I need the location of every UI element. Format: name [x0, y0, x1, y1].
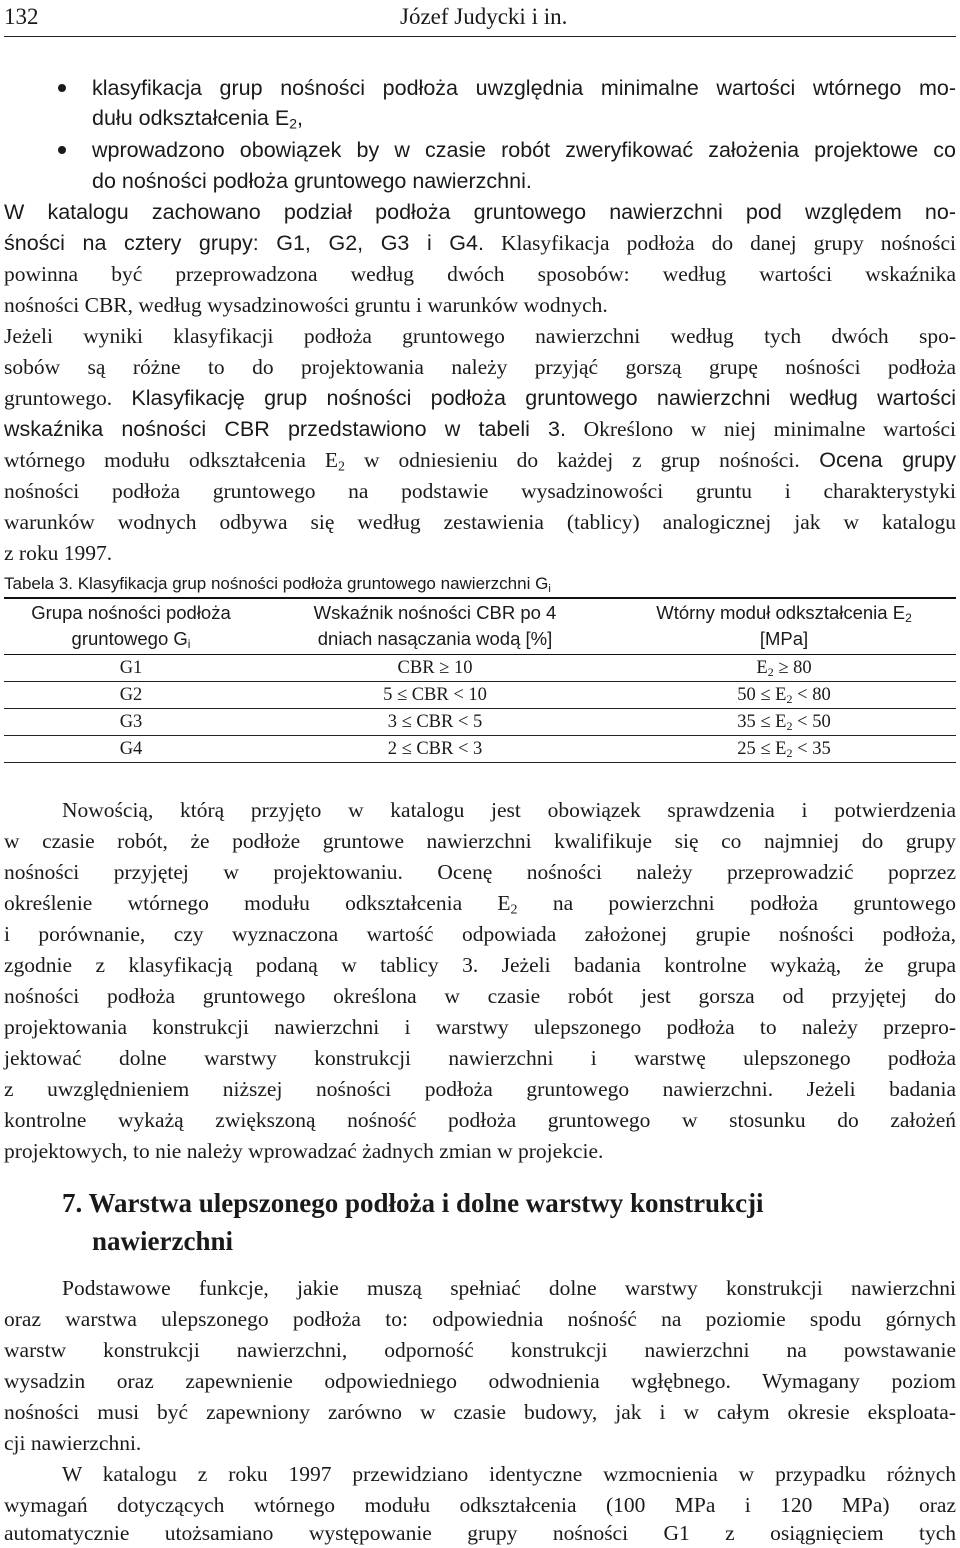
- section-number: 7.: [62, 1188, 83, 1218]
- text-line: jektować dolne warstwy konstrukcji nawierzchni i warstwę ulepszonego podłoża: [4, 1046, 956, 1070]
- table-row: [4, 709, 956, 736]
- text-line: z roku 1997.: [4, 541, 113, 565]
- text-line: nośności musi być zapewniony zarówno w czasie budowy, jak i w całym okresie eksploata-: [4, 1400, 956, 1424]
- cell-cbr: CBR ≥ 10: [397, 657, 473, 678]
- cell-modulus: $25 \le E_2 < 35$: [737, 738, 831, 760]
- text-line: określenie wtórnego modułu odkształcenia $E_2$ na powierzchni podłoża gruntowego: [4, 891, 956, 918]
- text-line: Podstawowe funkcje, jakie muszą spełniać dolne warstwy konstrukcji nawierzchni: [62, 1276, 956, 1300]
- text-line: gruntowego. Klasyfikację grup nośności podłoża gruntowego nawierzchni według wartości: [4, 386, 956, 410]
- section-title: Warstwa ulepszonego podłoża i dolne warstwy konstrukcji: [88, 1188, 764, 1218]
- text-line: z uwzględnieniem niższej nośności podłoża gruntowego nawierzchni. Jeżeli badania: [4, 1077, 956, 1101]
- table-header-row: [4, 598, 956, 655]
- text-line: Jeżeli wyniki klasyfikacji podłoża gruntowego nawierzchni według tych dwóch spo-: [4, 324, 956, 348]
- cell-cbr: 2 ≤ CBR < 3: [387, 738, 483, 759]
- table-row: [4, 655, 956, 682]
- bullet-dot-icon: [58, 146, 66, 154]
- text-line: wtórnego modułu odkształcenia $E_2$ w odniesieniu do każdej z grup nośności. Ocena grupy: [4, 448, 956, 475]
- text-line: sobów są różne to do projektowania należy przyjąć gorszą grupę nośności podłoża: [4, 355, 956, 379]
- page-header: [4, 2, 956, 37]
- text-line: w czasie robót, że podłoże gruntowe nawierzchni kwalifikuje się co najmniej do grupy: [4, 829, 956, 853]
- cell-group: G1: [119, 657, 143, 678]
- running-title: Józef Judycki i in.: [400, 4, 568, 29]
- cbr-classification-table: [4, 597, 956, 763]
- text-line: i porównanie, czy wyznaczona wartość odpowiada założonej grupie nośności podłoża,: [4, 922, 956, 946]
- cell-group: G3: [119, 711, 143, 732]
- text-line: nośności podłoża gruntowego określona w czasie robót jest gorsza od przyjętej do: [4, 984, 956, 1008]
- text-line: warunków wodnych odbywa się według zestawienia (tablicy) analogicznej jak w katalogu: [4, 510, 956, 534]
- section-heading-continued: nawierzchni: [92, 1226, 233, 1256]
- bullet-dot-icon: [58, 84, 66, 92]
- list-item: wprowadzono obowiązek by w czasie robót zweryfikować założenia projektowe co: [92, 138, 956, 162]
- text-line: nośności przyjętej w projektowaniu. Ocenę nośności należy przeprowadzić poprzez: [4, 860, 956, 884]
- list-item-line: do nośności podłoża gruntowego nawierzchni.: [92, 169, 532, 193]
- cell-group: G2: [119, 684, 143, 705]
- text-line: powinna być przeprowadzona według dwóch sposobów: według wartości wskaźnika: [4, 262, 956, 286]
- cell-group: G4: [119, 738, 143, 759]
- list-item: [92, 73, 956, 103]
- text-line: Nowością, którą przyjęto w katalogu jest obowiązek sprawdzenia i potwierdzenia: [62, 798, 956, 822]
- column-header-modulus: Wtórny moduł odkształcenia $E_2$ [MPa]: [656, 602, 912, 649]
- table-row: [4, 682, 956, 709]
- text-line: wskaźnika nośności CBR przedstawiono w tabeli 3. Określono w niej minimalne wartości: [4, 417, 956, 441]
- page-number: 132: [4, 4, 39, 29]
- text-line: projektowania konstrukcji nawierzchni i warstwy ulepszonego podłoża to należy przepro-: [4, 1015, 956, 1039]
- text-line: cji nawierzchni.: [4, 1431, 142, 1455]
- cell-modulus: $E_2 \ge 80$: [756, 657, 812, 679]
- text-line: wymagań dotyczących wtórnego modułu odkształcenia (100 MPa i 120 MPa) oraz: [4, 1493, 956, 1517]
- text-line: nośności podłoża gruntowego na podstawie wysadzinowości gruntu i charakterystyki: [4, 479, 956, 503]
- text-line: nośności CBR, według wysadzinowości gruntu i warunków wodnych.: [4, 293, 608, 317]
- text-line: W katalogu z roku 1997 przewidziano identyczne wzmocnienia w przypadku różnych: [62, 1462, 956, 1486]
- table-caption: Tabela 3. Klasyfikacja grup nośności podłoża gruntowego nawierzchni $G_i$: [4, 574, 551, 595]
- column-header-cbr: Wskaźnik nośności CBR po 4 dniach nasączania wodą [%]: [313, 602, 557, 649]
- cell-modulus: $35 \le E_2 < 50$: [737, 711, 831, 733]
- text-line: automatycznie utożsamiano występowanie grupy nośności G1 z osiągnięciem tych: [4, 1521, 956, 1545]
- cell-cbr: 3 ≤ CBR < 5: [387, 711, 483, 732]
- column-header-group: Grupa nośności podłoża gruntowego $G_i$: [31, 602, 231, 651]
- text-line: oraz warstwa ulepszonego podłoża to: odpowiednia nośność na poziomie spodu górnych: [4, 1307, 956, 1331]
- cell-cbr: 5 ≤ CBR < 10: [383, 684, 487, 705]
- cell-modulus: $50 \le E_2 < 80$: [737, 684, 831, 706]
- list-item-line: klasyfikacja grup nośności podłoża uwzględnia minimalne wartości wtórnego mo-: [92, 76, 956, 100]
- text-line: kontrolne wykażą zwiększoną nośność podłoża gruntowego w stosunku do założeń: [4, 1108, 956, 1132]
- text-line: śności na cztery grupy: G1, G2, G3 i G4. Klasyfikacja podłoża do danej grupy nośności: [4, 231, 956, 255]
- table-row: [4, 736, 956, 763]
- section-heading: [62, 1184, 764, 1222]
- text-line: wysadzin oraz zapewnienie odpowiedniego odwodnienia wgłębnego. Wymagany poziom: [4, 1369, 956, 1393]
- text-line: zgodnie z klasyfikacją podaną w tablicy 3. Jeżeli badania kontrolne wykażą, że grupa: [4, 953, 956, 977]
- text-line: warstw konstrukcji nawierzchni, odporność konstrukcji nawierzchni na powstawanie: [4, 1338, 956, 1362]
- list-item-line: dułu odkształcenia $E_2$,: [92, 106, 303, 132]
- text-line: W katalogu zachowano podział podłoża gruntowego nawierzchni pod względem no-: [4, 200, 956, 224]
- text-line: projektowych, to nie należy wprowadzać żadnych zmian w projekcie.: [4, 1139, 604, 1163]
